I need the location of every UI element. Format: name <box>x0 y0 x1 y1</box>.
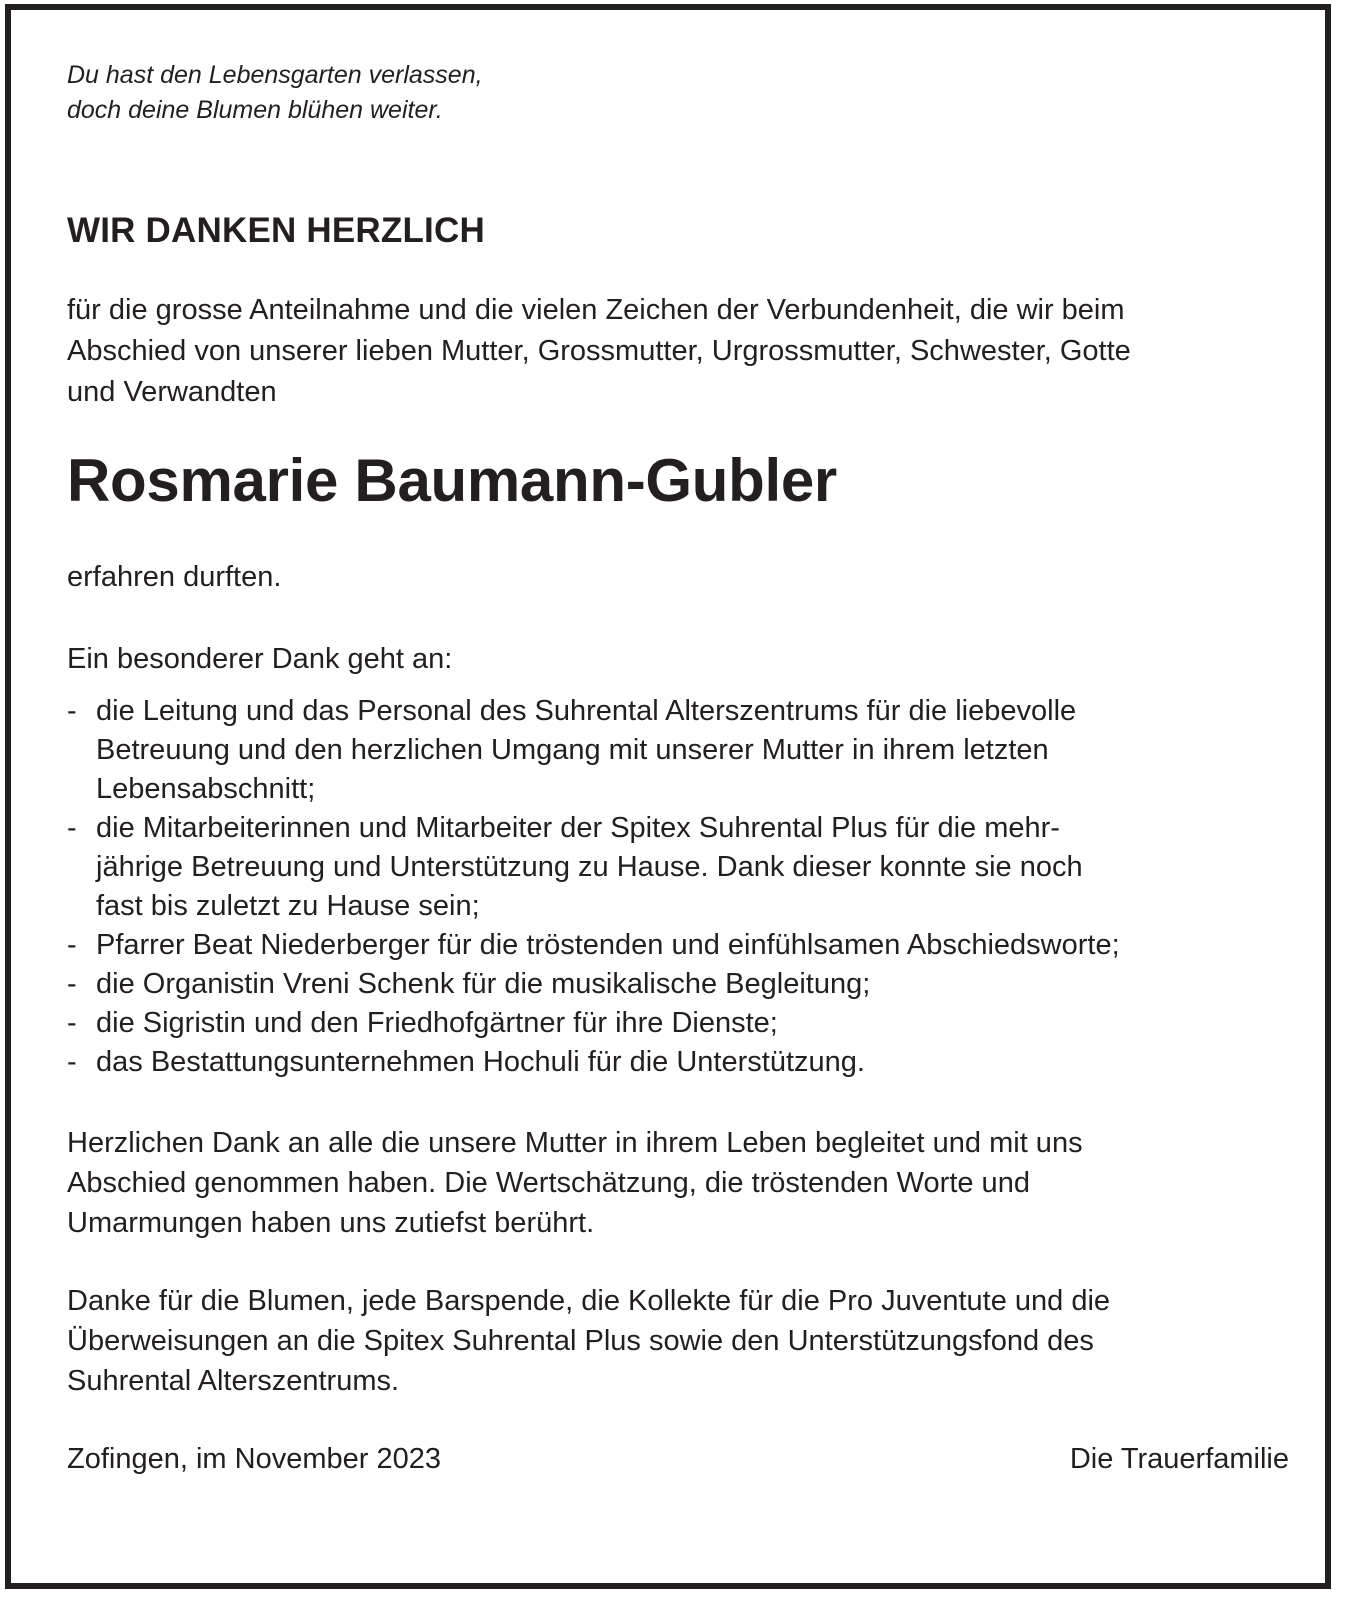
thanks-list-item-line: jährige Betreuung und Unterstützung zu Hause. Dank dieser konnte sie noch <box>96 851 1083 883</box>
motto-line: Du hast den Lebensgarten verlassen, <box>67 61 483 89</box>
thanks-list-item <box>67 809 1297 926</box>
after-name-text: erfahren durften. <box>67 561 282 593</box>
donations-paragraph-line: Suhrental Alterszentrums. <box>67 1365 400 1397</box>
thanks-list <box>67 692 1297 1082</box>
donations-paragraph-line: Überweisungen an die Spitex Suhrental Plus sowie den Unterstützungsfond des <box>67 1325 1094 1357</box>
thanks-list-item <box>67 926 1297 965</box>
deceased-name: Rosmarie Baumann-Gubler <box>67 447 837 514</box>
bullet-dash: - <box>67 812 77 844</box>
motto <box>67 58 1297 128</box>
thanks-list-item-line: Betreuung und den herzlichen Umgang mit unserer Mutter in ihrem letzten <box>96 734 1049 766</box>
thanks-list-item <box>67 692 1297 809</box>
thanks-list-item-line: die Organistin Vreni Schenk für die musikalische Begleitung; <box>96 968 871 1000</box>
thanks-list-item-line: die Mitarbeiterinnen und Mitarbeiter der Spitex Suhrental Plus für die mehr- <box>96 812 1060 844</box>
thanks-list-item-line: Pfarrer Beat Niederberger für die tröstenden und einfühlsamen Abschiedsworte; <box>96 929 1120 961</box>
headline: WIR DANKEN HERZLICH <box>67 211 485 250</box>
thanks-list-item-line: die Leitung und das Personal des Suhrental Alterszentrums für die liebevolle <box>96 695 1077 727</box>
motto-line: doch deine Blumen blühen weiter. <box>67 96 443 124</box>
intro-line: und Verwandten <box>67 376 277 408</box>
thanks-paragraph-line: Herzlichen Dank an alle die unsere Mutter in ihrem Leben begleitet und mit uns <box>67 1127 1083 1159</box>
thanks-lead: Ein besonderer Dank geht an: <box>67 643 453 675</box>
bullet-dash: - <box>67 968 77 1000</box>
intro-line: für die grosse Anteilnahme und die vielen Zeichen der Verbundenheit, die wir beim <box>67 294 1125 326</box>
thanks-list-item <box>67 1004 1297 1043</box>
thanks-list-item-line: Lebensabschnitt; <box>96 773 316 805</box>
intro-line: Abschied von unserer lieben Mutter, Grossmutter, Urgrossmutter, Schwester, Gotte <box>67 335 1131 367</box>
donations-paragraph-line: Danke für die Blumen, jede Barspende, die Kollekte für die Pro Juventute und die <box>67 1285 1111 1317</box>
bullet-dash: - <box>67 1046 77 1078</box>
thanks-list-item-line: fast bis zuletzt zu Hause sein; <box>96 890 480 922</box>
thanks-list-item <box>67 1043 1297 1082</box>
footer <box>67 1439 1297 1480</box>
thanks-list-item-line: das Bestattungsunternehmen Hochuli für die Unterstützung. <box>96 1046 865 1078</box>
bullet-dash: - <box>67 929 77 961</box>
bullet-dash: - <box>67 1007 77 1039</box>
thanks-list-item-line: die Sigristin und den Friedhofgärtner für ihre Dienste; <box>96 1007 778 1039</box>
signature: Die Trauerfamilie <box>1069 1443 1289 1475</box>
thanks-paragraph <box>67 1123 1297 1243</box>
thanks-paragraph-line: Abschied genommen haben. Die Wertschätzung, die tröstenden Worte und <box>67 1167 1030 1199</box>
thanks-list-item <box>67 965 1297 1004</box>
place-date: Zofingen, im November 2023 <box>67 1443 441 1475</box>
obituary-thanks-notice <box>67 58 1297 1480</box>
intro-paragraph <box>67 290 1297 413</box>
thanks-paragraph-line: Umarmungen haben uns zutiefst berührt. <box>67 1207 595 1239</box>
bullet-dash: - <box>67 695 77 727</box>
donations-paragraph <box>67 1281 1297 1401</box>
